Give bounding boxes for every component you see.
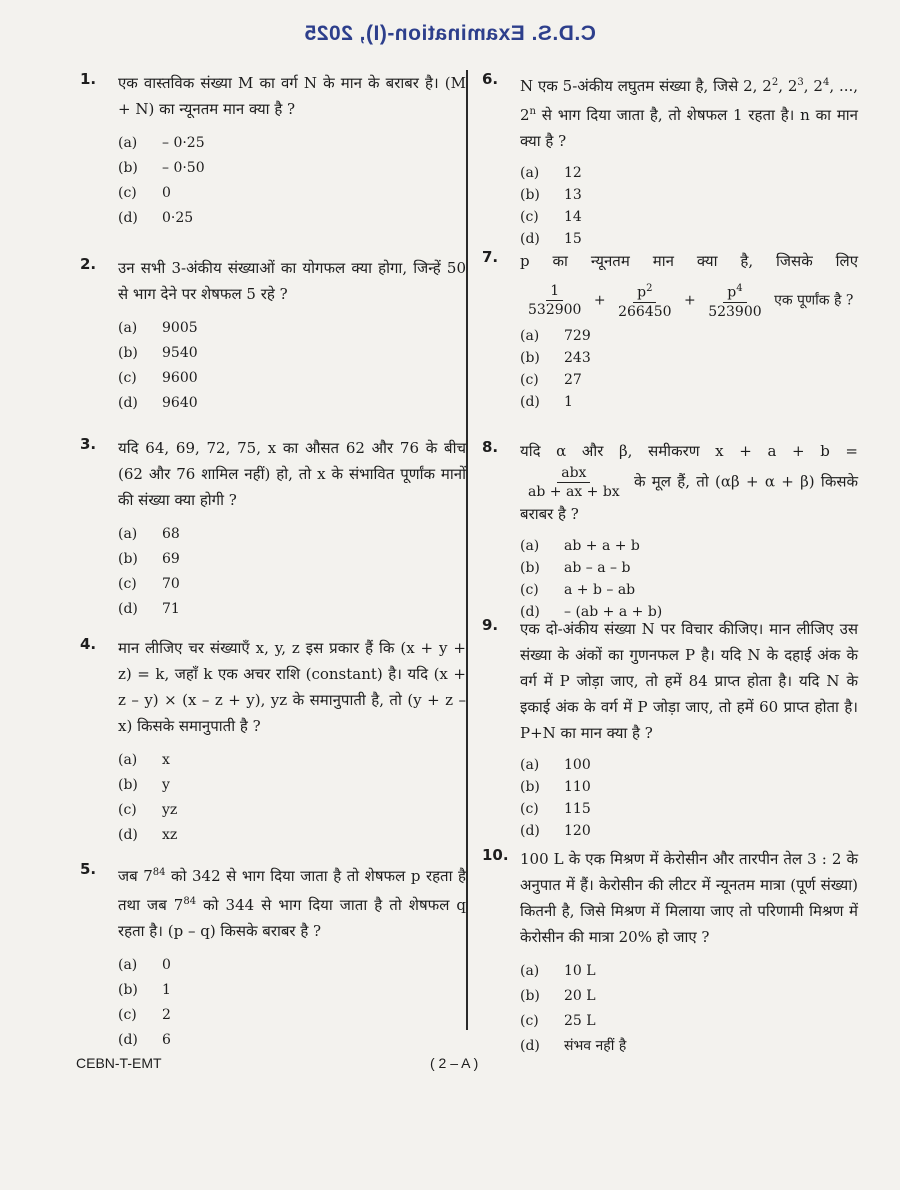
option-c: (c) 25 L <box>520 1012 596 1029</box>
question-text: 100 L के एक मिश्रण में केरोसीन और तारपीन तेल 3 : 2 के अनुपात में हैं। केरोसीन की लीटर में न्यूनतम मात्रा (पूर्ण संख्या) कितनी है, जिसे मिश्रण में मिलाया जाए तो परिणामी मिश्रण में केरोसीन की मात्रा 20% हो जाए ? <box>520 850 858 946</box>
question-number: 2. <box>80 255 97 273</box>
option-c: (c) yz <box>118 801 178 818</box>
option-a: (a) 68 <box>118 525 180 542</box>
options-list <box>118 521 466 621</box>
option-c: (c) 0 <box>118 184 171 201</box>
option-a: (a) 10 L <box>520 962 596 979</box>
options-list <box>520 162 858 250</box>
options-list <box>520 958 858 1058</box>
option-c: (c) a + b – ab <box>520 582 636 598</box>
question-7 <box>478 248 858 438</box>
question-number: 3. <box>80 435 97 453</box>
question-text: उन सभी 3-अंकीय संख्याओं का योगफल क्या होगा, जिन्हें 50 से भाग देने पर शेषफल 5 रहे ? <box>118 259 466 303</box>
option-b: (b) ab – a – b <box>520 560 631 576</box>
question-text: एक दो-अंकीय संख्या N पर विचार कीजिए। मान लीजिए उस संख्या के अंकों का गुणनफल P है। यदि N के दहाई अंक के वर्ग में P जोड़ा जाए, तो हमें 84 प्राप्त होता है। यदि N के इकाई अंक के वर्ग में P जोड़ा जाए, तो हमें 60 प्राप्त होता है। P+N का मान क्या है ? <box>520 620 858 742</box>
options-list <box>520 754 858 842</box>
option-a: (a) ab + a + b <box>520 538 640 554</box>
option-b: (b) 110 <box>520 779 591 795</box>
option-a: (a) – 0·25 <box>118 134 205 151</box>
option-b: (b) – 0·50 <box>118 159 205 176</box>
option-d: (d) 71 <box>118 600 180 617</box>
question-number: 1. <box>80 70 97 88</box>
question-number: 10. <box>482 846 509 864</box>
option-a: (a) 729 <box>520 327 591 344</box>
option-a: (a) 0 <box>118 956 171 973</box>
option-b: (b) 13 <box>520 187 582 203</box>
expression: $\frac{1}{532900}$ + $\frac{p^2}{266450}$ + $\frac{p^4}{523900}$ एक पूर्णांक है ? <box>520 280 858 321</box>
options-list <box>520 325 858 413</box>
fraction-1: $\frac{1}{532900}$ <box>528 282 582 318</box>
column-divider <box>466 70 468 1030</box>
option-b: (b) y <box>118 776 170 793</box>
option-a: (a) x <box>118 751 170 768</box>
option-b: (b) 20 L <box>520 987 596 1004</box>
option-c: (c) 2 <box>118 1006 171 1023</box>
options-list <box>118 315 466 415</box>
booklet-code: CEBN-T-EMT <box>76 1055 162 1071</box>
option-d: (d) संभव नहीं है <box>520 1037 627 1054</box>
question-8 <box>478 438 859 620</box>
option-b: (b) 9540 <box>118 344 198 361</box>
question-text: यदि α और β, समीकरण x + a + b = $\frac{\text{abx}}{ab + ax + bx}$ के मूल हैं, तो (αβ + α + β) किसके बराबर है ? <box>520 442 859 523</box>
page-number: ( 2 – A ) <box>430 1055 479 1071</box>
option-c: (c) 70 <box>118 575 180 592</box>
options-list <box>118 747 466 847</box>
header-title: C.D.S. Examination-(I), 2025 <box>304 22 596 45</box>
option-d: (d) 0·25 <box>118 209 194 226</box>
option-b: (b) 1 <box>118 981 171 998</box>
option-c: (c) 115 <box>520 801 591 817</box>
question-text: मान लीजिए चर संख्याएँ x, y, z इस प्रकार हैं कि (x + y + z) = k, जहाँ k एक अचर राशि (constant) है। यदि (x + z – y) × (x – z + y), yz के समानुपाती है, तो (y + z – x) किसके समानुपाती है ? <box>118 639 466 735</box>
question-text: एक वास्तविक संख्या M का वर्ग N के मान के बराबर है। (M + N) का न्यूनतम मान क्या है ? <box>118 74 466 118</box>
fraction: $\frac{\text{abx}}{ab + ax + bx}$ <box>528 465 620 500</box>
option-d: (d) xz <box>118 826 178 843</box>
question-2 <box>76 255 466 435</box>
option-c: (c) 27 <box>520 371 582 388</box>
question-number: 4. <box>80 635 97 653</box>
fraction-2: $\frac{p^2}{266450}$ <box>614 280 675 321</box>
option-a: (a) 100 <box>520 757 591 773</box>
question-text: p का न्यूनतम मान क्या है, जिसके लिए <box>520 252 858 270</box>
question-10 <box>478 846 858 1054</box>
question-number: 9. <box>482 616 499 634</box>
option-a: (a) 9005 <box>118 319 198 336</box>
option-b: (b) 243 <box>520 349 591 366</box>
option-c: (c) 9600 <box>118 369 198 386</box>
question-6 <box>478 70 858 248</box>
option-a: (a) 12 <box>520 165 582 181</box>
question-text: जब $7^{84}$ को 342 से भाग दिया जाता है तो शेषफल p रहता है तथा जब $7^{84}$ को 344 से भाग दिया जाता है तो शेषफल q रहता है। (p – q) किसके बराबर है ? <box>118 867 466 940</box>
question-number: 7. <box>482 248 499 266</box>
option-d: (d) 1 <box>520 393 573 410</box>
question-number: 6. <box>482 70 499 88</box>
option-d: (d) 15 <box>520 231 582 247</box>
option-c: (c) 14 <box>520 209 582 225</box>
option-b: (b) 69 <box>118 550 180 567</box>
question-text: यदि 64, 69, 72, 75, x का औसत 62 और 76 के बीच (62 और 76 शामिल नहीं) हो, तो x के संभावित पूर्णांक मानों की संख्या क्या होगी ? <box>118 439 466 509</box>
question-9 <box>478 616 858 846</box>
fraction-3: $\frac{p^4}{523900}$ <box>704 280 765 321</box>
question-text: N एक 5-अंकीय लघुतम संख्या है, जिसे 2, $2^2$, $2^3$, $2^4$, ..., 2$^n$ से भाग दिया जाता है, तो शेषफल 1 रहता है। n का मान क्या है ? <box>520 77 859 150</box>
option-d: (d) – (ab + a + b) <box>520 604 663 620</box>
question-4 <box>76 635 466 860</box>
right-column <box>478 70 859 1054</box>
question-3 <box>76 435 466 635</box>
options-list <box>118 130 466 230</box>
option-d: (d) 9640 <box>118 394 198 411</box>
question-number: 5. <box>80 860 97 878</box>
question-5 <box>76 860 466 1050</box>
question-number: 8. <box>482 438 499 456</box>
question-1 <box>76 70 466 255</box>
options-list <box>520 535 858 623</box>
option-d: (d) 120 <box>520 823 591 839</box>
option-d: (d) 6 <box>118 1031 171 1048</box>
options-list <box>118 952 466 1052</box>
left-column <box>76 70 466 1050</box>
